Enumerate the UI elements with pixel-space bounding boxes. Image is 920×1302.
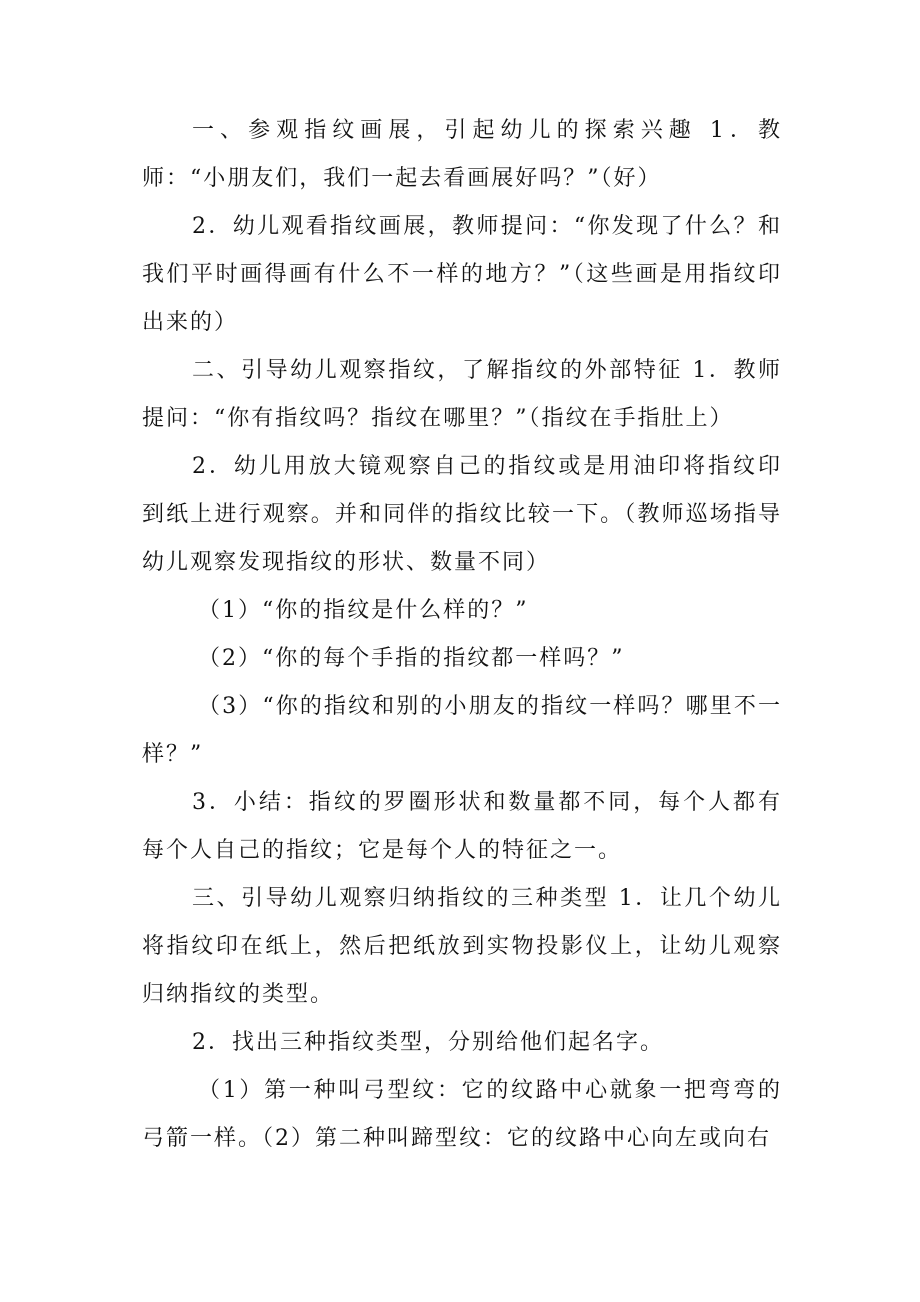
document-body [142, 107, 782, 1163]
paragraph-name-types: 2．找出三种指纹类型，分别给他们起名字。 [192, 1030, 664, 1055]
question-3: （3）“你的指纹和别的小朋友的指纹一样吗？哪里不一样？” [142, 694, 782, 767]
paragraph-summary: 3．小结：指纹的罗圈形状和数量都不同，每个人都有每个人自己的指纹；它是每个人的特征之一。 [142, 790, 782, 863]
paragraph-observe-fingerprints: 二、引导幼儿观察指纹，了解指纹的外部特征 1．教师提问：“你有指纹吗？指纹在哪里？”（指纹在手指肚上） [142, 358, 782, 431]
paragraph-type-descriptions: （1）第一种叫弓型纹：它的纹路中心就象一把弯弯的弓箭一样。（2）第二种叫蹄型纹：它的纹路中心向左或向右 [142, 1078, 782, 1151]
paragraph-magnifier-observation: 2．幼儿用放大镜观察自己的指纹或是用油印将指纹印到纸上进行观察。并和同伴的指纹比较一下。（教师巡场指导幼儿观察发现指纹的形状、数量不同） [142, 454, 782, 575]
question-2: （2）“你的每个手指的指纹都一样吗？” [198, 646, 625, 671]
paragraph-visit-exhibition: 一、参观指纹画展，引起幼儿的探索兴趣 1．教师：“小朋友们，我们一起去看画展好吗？”（好） [142, 118, 782, 191]
paragraph-three-types: 三、引导幼儿观察归纳指纹的三种类型 1．让几个幼儿将指纹印在纸上，然后把纸放到实物投影仪上，让幼儿观察归纳指纹的类型。 [142, 886, 782, 1007]
paragraph-watch-exhibition: 2．幼儿观看指纹画展，教师提问：“你发现了什么？和我们平时画得画有什么不一样的地方？”（这些画是用指纹印出来的） [142, 214, 782, 335]
question-1: （1）“你的指纹是什么样的？” [198, 598, 529, 623]
